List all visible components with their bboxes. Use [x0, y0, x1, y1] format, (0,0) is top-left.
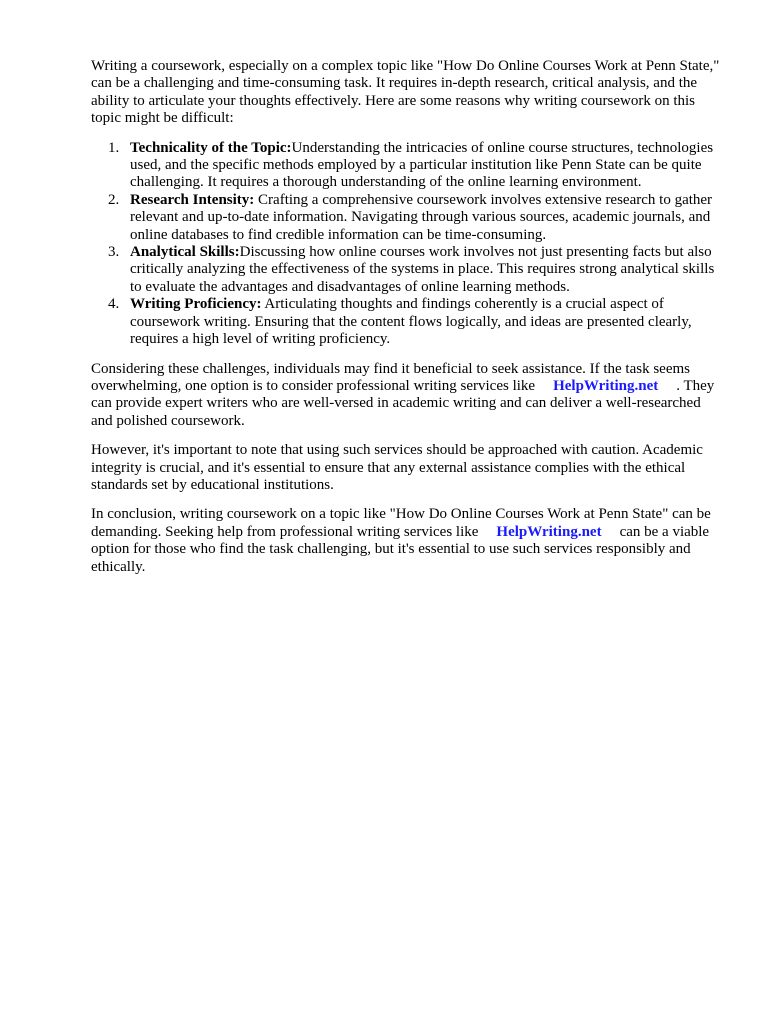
reason-text: Understanding the intricacies of online course structures, technologies used, and the specific methods employed by a particular institution like Penn State can be quite challenging. It requires a thorough understanding of the online learning environment.	[130, 139, 714, 191]
reason-number: 4.	[108, 296, 120, 313]
reason-item	[91, 244, 721, 296]
reason-item	[91, 296, 721, 348]
intro-paragraph: Writing a coursework, especially on a complex topic like "How Do Online Courses Work at Penn State," can be a challenging and time-consuming task. It requires in-depth research, critical analysis, and the ability to articulate your thoughts effectively. Here are some reasons why writing coursework on this topic might be difficult:	[91, 58, 720, 127]
reason-item	[91, 140, 721, 192]
reasons-list	[91, 140, 721, 349]
reason-title: Writing Proficiency:	[130, 296, 262, 313]
reason-number: 3.	[108, 244, 120, 261]
considering-paragraph	[91, 361, 721, 431]
reason-text: Crafting a comprehensive coursework involves extensive research to gather relevant and up-to-date information. Navigating through various sources, academic journals, and online databases to find credible information can be time-consuming.	[130, 191, 713, 243]
conclusion-paragraph	[91, 506, 721, 576]
document-page	[91, 58, 721, 588]
helpwriting-link[interactable]: HelpWriting.net	[496, 523, 602, 540]
reason-number: 2.	[108, 191, 120, 208]
conclusion-text-before: In conclusion, writing coursework on a topic like "How Do Online Courses Work at Penn State" can be demanding. Seeking help from professional writing services like	[91, 506, 711, 540]
considering-text-before: Considering these challenges, individuals may find it beneficial to seek assistance. If the task seems overwhelming, one option is to consider professional writing services like	[91, 360, 691, 394]
caution-paragraph: However, it's important to note that using such services should be approached with caution. Academic integrity is crucial, and it's essential to ensure that any external assistance complies with the ethical standards set by educational institutions.	[91, 442, 703, 493]
reason-text: Articulating thoughts and findings coherently is a crucial aspect of coursework writing. Ensuring that the content flows logically, and ideas are presented clearly, requires a high level of writing proficiency.	[130, 296, 692, 348]
reason-number: 1.	[108, 139, 120, 156]
reason-item	[91, 192, 721, 244]
considering-text-after: . They can provide expert writers who are well-versed in academic writing and can deliver a well-researched and polished coursework.	[91, 377, 715, 429]
reason-title: Analytical Skills:	[130, 244, 240, 261]
reason-text: Discussing how online courses work involves not just presenting facts but also critically analyzing the effectiveness of the systems in place. This requires strong analytical skills to evaluate the advantages and disadvantages of online learning methods.	[130, 244, 715, 295]
helpwriting-link[interactable]: HelpWriting.net	[553, 377, 659, 394]
reason-title: Research Intensity:	[130, 191, 255, 208]
reason-title: Technicality of the Topic:	[130, 139, 292, 156]
conclusion-text-after: can be a viable option for those who find the task challenging, but it's essential to use such services responsibly and ethically.	[91, 523, 710, 575]
